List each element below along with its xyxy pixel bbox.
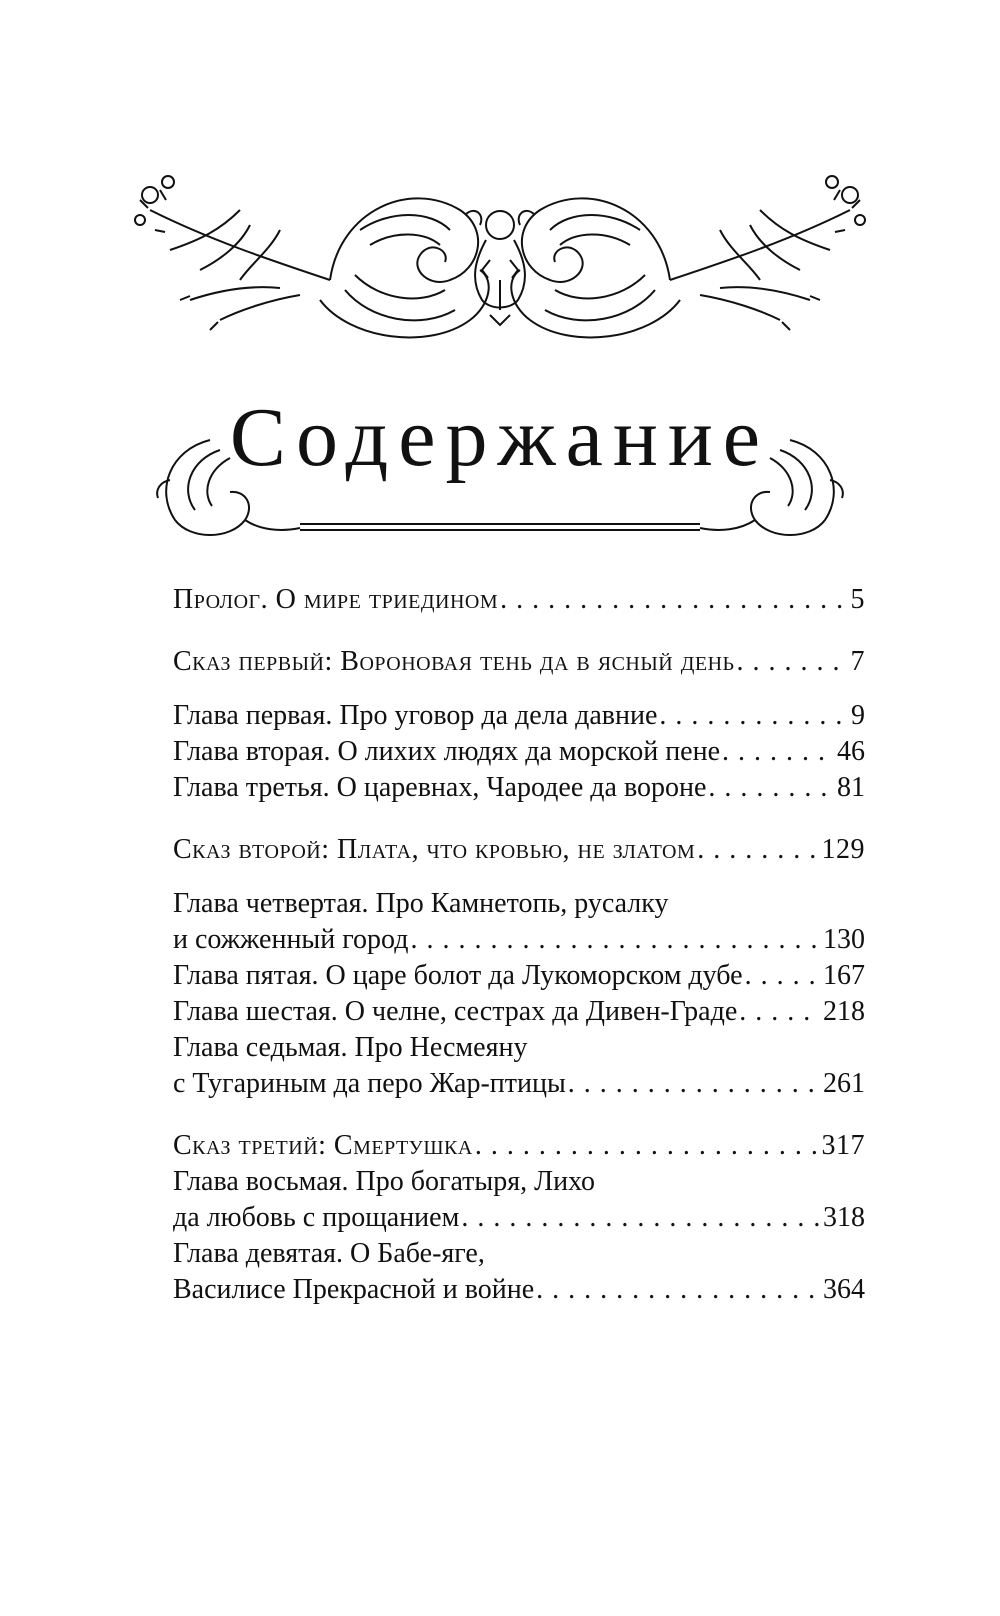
toc-entry-title-line1: Глава четвертая. Про Камнетопь, русалку: [173, 888, 669, 919]
toc-entry-page: 218: [823, 996, 865, 1027]
dot-leader: [697, 832, 819, 868]
dot-leader: [708, 770, 835, 806]
dot-leader: [500, 582, 848, 618]
toc-entry-page: 5: [850, 584, 865, 615]
dot-leader: [461, 1200, 821, 1236]
toc-entry-title: Глава пятая. О царе болот да Лукоморском дубе: [173, 960, 743, 991]
toc-entry-chapter-4: [173, 886, 865, 958]
toc-entry-title: Сказ второй: Плата, что кровью, не златом: [173, 834, 696, 865]
toc-entry-chapter-9: [173, 1236, 865, 1308]
toc-entry-chapter-1: [173, 698, 865, 734]
toc-entry-chapter-6: [173, 994, 865, 1030]
toc-entry-part-2: [173, 832, 865, 868]
dot-leader: [745, 958, 821, 994]
toc-entry-page: 364: [823, 1274, 865, 1305]
toc-entry-page: 129: [821, 834, 865, 865]
toc-entry-page: 46: [837, 736, 865, 767]
dot-leader: [737, 644, 849, 680]
toc-entry-part-1: [173, 644, 865, 680]
toc-entry-page: 317: [821, 1130, 865, 1161]
toc-entry-title: Глава третья. О царевнах, Чародее да вороне: [173, 772, 707, 803]
dot-leader: [536, 1272, 821, 1308]
toc-entry-title-line1: Глава восьмая. Про богатыря, Лихо: [173, 1166, 596, 1197]
toc-entry-chapter-8: [173, 1164, 865, 1236]
toc-entry-title: и сожженный город: [173, 924, 409, 955]
toc-entry-title: Глава первая. Про уговор да дела давние: [173, 700, 658, 731]
dot-leader: [739, 994, 821, 1030]
toc-entry-title: Глава шестая. О челне, сестрах да Дивен-Граде: [173, 996, 738, 1027]
table-of-contents: [173, 582, 865, 1308]
dot-leader: [410, 922, 821, 958]
toc-entry-title: с Тугариным да перо Жар-птицы: [173, 1068, 566, 1099]
coral-ornament: [130, 170, 870, 370]
page-title: Содержание: [229, 391, 771, 484]
toc-entry-page: 318: [823, 1202, 865, 1233]
dot-leader: [659, 698, 849, 734]
toc-entry-page: 7: [850, 646, 865, 677]
toc-entry-title: Василисе Прекрасной и войне: [173, 1274, 535, 1305]
toc-entry-title: Сказ первый: Вороновая тень да в ясный день: [173, 646, 735, 677]
toc-entry-chapter-3: [173, 770, 865, 806]
dot-leader: [722, 734, 835, 770]
toc-entry-title: да любовь с прощанием: [173, 1202, 460, 1233]
dot-leader: [568, 1066, 821, 1102]
dot-leader: [475, 1128, 820, 1164]
toc-entry-prologue: [173, 582, 865, 618]
toc-entry-part-3: [173, 1128, 865, 1164]
toc-entry-page: 261: [823, 1068, 865, 1099]
toc-entry-title: Сказ третий: Смертушка: [173, 1130, 473, 1161]
toc-entry-title: Пролог. О мире триедином: [173, 584, 499, 615]
toc-entry-chapter-2: [173, 734, 865, 770]
toc-entry-page: 130: [823, 924, 865, 955]
toc-entry-page: 81: [837, 772, 865, 803]
toc-entry-title: Глава вторая. О лихих людях да морской пене: [173, 736, 721, 767]
title-block: [150, 390, 850, 550]
toc-entry-chapter-5: [173, 958, 865, 994]
toc-entry-title-line1: Глава девятая. О Бабе-яге,: [173, 1238, 485, 1269]
toc-entry-chapter-7: [173, 1030, 865, 1102]
toc-entry-page: 9: [851, 700, 865, 731]
toc-entry-title-line1: Глава седьмая. Про Несмеяну: [173, 1032, 528, 1063]
toc-entry-page: 167: [823, 960, 865, 991]
